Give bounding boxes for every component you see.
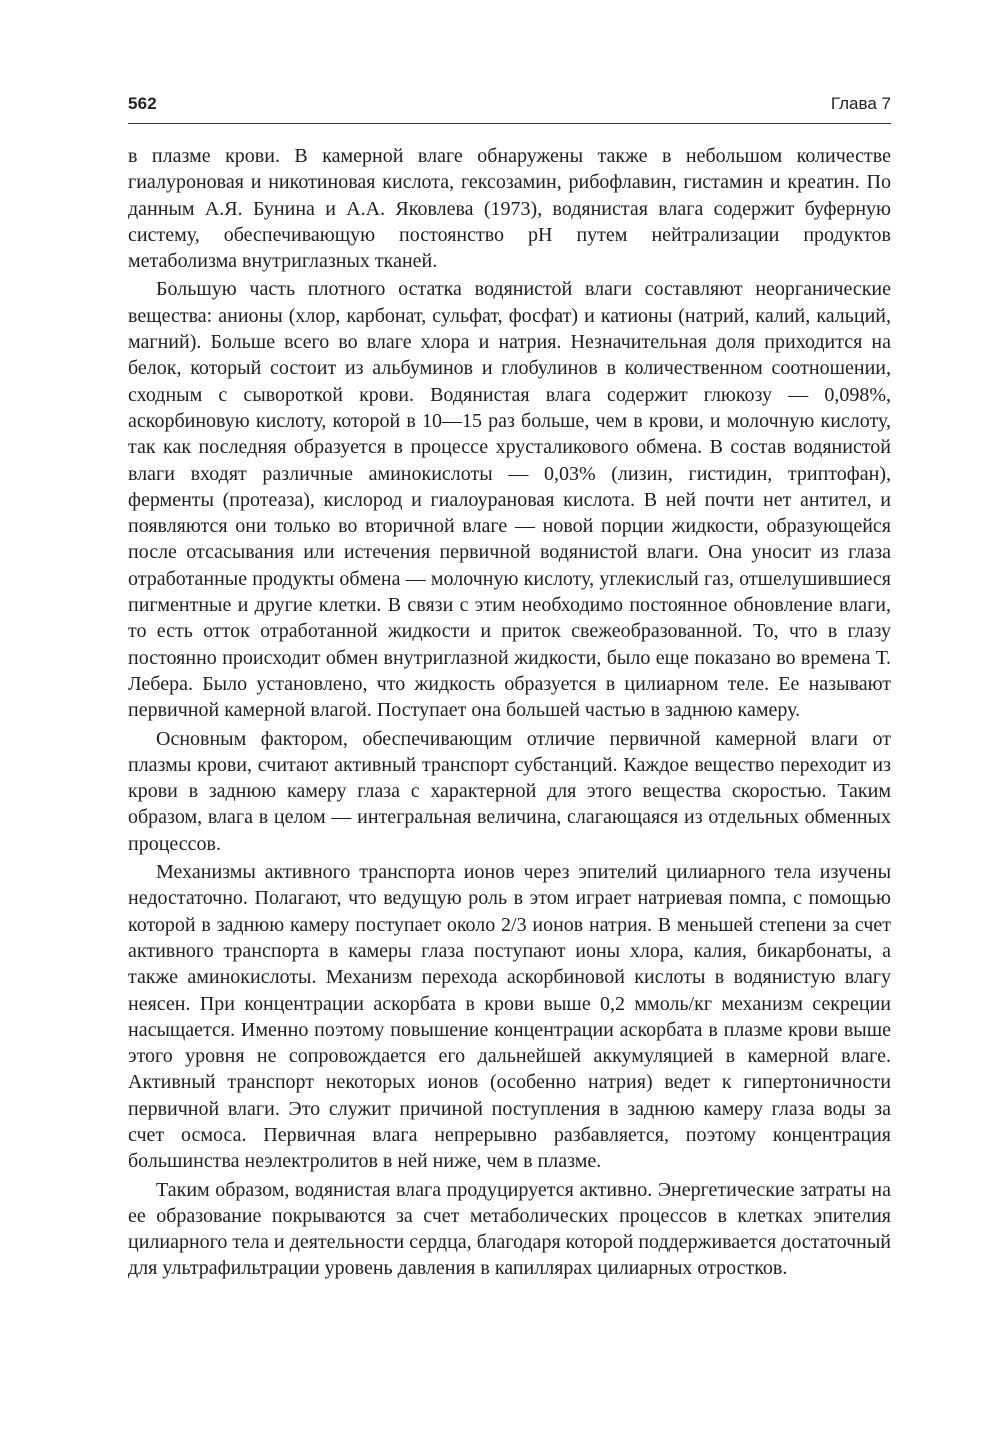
paragraph: Основным фактором, обеспечивающим отличие первичной камерной влаги от плазмы крови, считают активный транспорт субстанций. Каждое вещество переходит из крови в заднюю камеру глаза с характерной для этого вещества скоростью. Таким образом, влага в целом — интегральная величина, слагающаяся из отдельных обменных процессов. (128, 727, 891, 855)
header-rule (128, 123, 891, 124)
paragraph: Механизмы активного транспорта ионов через эпителий цилиарного тела изучены недостаточно. Полагают, что ведущую роль в этом играет натриевая помпа, с помощью которой в заднюю камеру поступает около 2/3 ионов натрия. В меньшей степени за счет активного транспорта в камеры глаза поступают ионы хлора, калия, бикарбонаты, а также аминокислоты. Механизм перехода аскорбиновой кислоты в водянистую влагу неясен. При концентрации аскорбата в крови выше 0,2 ммоль/кг механизм секреции насыщается. Именно поэтому повышение концентрации аскорбата в плазме крови выше этого уровня не сопровождается его дальнейшей аккумуляцией в камерной влаге. Активный транспорт некоторых ионов (особенно натрия) ведет к гипертоничности первичной влаги. Это служит причиной поступления в заднюю камеру глаза воды за счет осмоса. Первичная влага непрерывно разбавляется, поэтому концентрация большинства неэлектролитов в ней ниже, чем в плазме. (128, 861, 891, 1173)
page-number: 562 (128, 94, 157, 113)
paragraph: Таким образом, водянистая влага продуцируется активно. Энергетические затраты на ее образование покрываются за счет метаболических процессов в клетках эпителия цилиарного тела и деятельности сердца, благодаря которой поддерживается достаточный для ультрафильтрации уровень давления в капиллярах цилиарных отростков. (128, 1178, 891, 1280)
paragraph-continued: в плазме крови. В камерной влаге обнаружены также в небольшом количестве гиалуроновая и никотиновая кислота, гексозамин, рибофлавин, гистамин и креатин. По данным А.Я. Бунина и А.А. Яковлева (1973), водянистая влага содержит буферную систему, обеспечивающую постоянство pH путем нейтрализации продуктов метаболизма внутриглазных тканей. (128, 145, 891, 273)
running-header (128, 92, 891, 122)
chapter-title: Глава 7 (830, 94, 891, 113)
paragraph: Большую часть плотного остатка водянистой влаги составляют неорганические вещества: анионы (хлор, карбонат, сульфат, фосфат) и катионы (натрий, калий, кальций, магний). Больше всего во влаге хлора и натрия. Незначительная доля приходится на белок, который состоит из альбуминов и глобулинов в количественном соотношении, сходным с сывороткой крови. Водянистая влага содержит глюкозу — 0,098%, аскорбиновую кислоту, которой в 10—15 раз больше, чем в крови, и молочную кислоту, так как последняя образуется в процессе хрусталикового обмена. В состав водянистой влаги входят различные аминокислоты — 0,03% (лизин, гистидин, триптофан), ферменты (протеаза), кислород и гиалоурановая кислота. В ней почти нет антител, и появляются они только во вторичной влаге — новой порции жидкости, образующейся после отсасывания или истечения первичной водянистой влаги. Она уносит из глаза отработанные продукты обмена — молочную кислоту, углекислый газ, отшелушившиеся пигментные и другие клетки. В связи с этим необходимо постоянное обновление влаги, то есть отток отработанной жидкости и приток свежеобразованной. То, что в глазу постоянно происходит обмен внутриглазной жидкости, было еще показано во времена Т. Лебера. Было установлено, что жидкость образуется в цилиарном теле. Ее называют первичной камерной влагой. Поступает она большей частью в заднюю камеру. (128, 278, 891, 722)
body-text (128, 143, 891, 1282)
